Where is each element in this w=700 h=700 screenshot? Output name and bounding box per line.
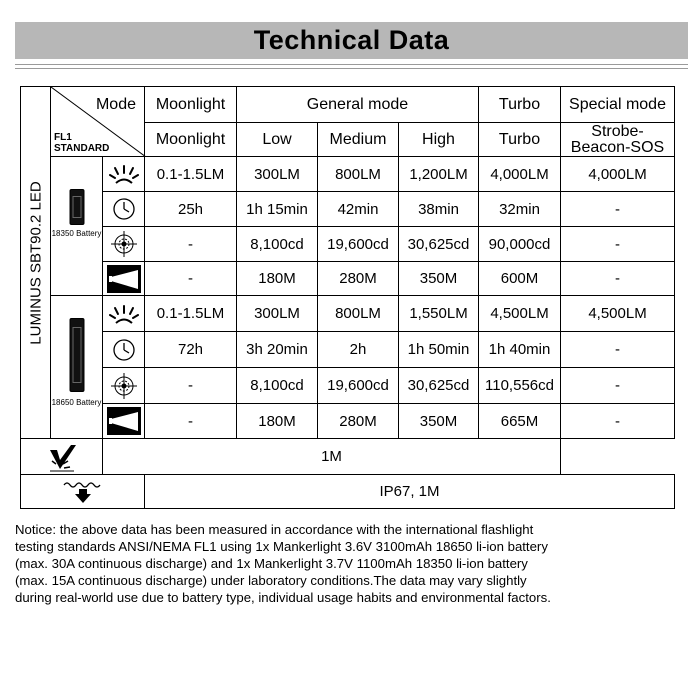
beam-distance-icon xyxy=(103,262,145,296)
cell-value: 1h 50min xyxy=(399,332,479,368)
brightness-icon xyxy=(103,296,145,332)
cell-value: 32min xyxy=(479,192,561,227)
cell-value: 280M xyxy=(318,262,399,296)
cell-value: 2h xyxy=(318,332,399,368)
header-general-mode: General mode xyxy=(237,87,479,123)
cell-value: 800LM xyxy=(318,296,399,332)
water-resistance-value: IP67, 1M xyxy=(145,475,675,509)
mode-label: Mode xyxy=(95,96,136,113)
cell-value: - xyxy=(145,368,237,404)
intensity-target-icon xyxy=(103,368,145,404)
cell-value: 300LM xyxy=(237,157,318,192)
cell-value: - xyxy=(561,332,675,368)
runtime-clock-icon xyxy=(103,192,145,227)
battery-18650-icon xyxy=(69,318,84,392)
beam-distance-icon xyxy=(103,404,145,439)
led-label-cell xyxy=(21,87,51,439)
standard-label: STANDARD xyxy=(54,143,110,154)
impact-resistance-row xyxy=(21,439,675,475)
brightness-icon xyxy=(103,157,145,192)
cell-value: - xyxy=(145,404,237,439)
header-row-groups xyxy=(21,87,675,123)
impact-resistance-value: 1M xyxy=(103,439,561,475)
notice-text xyxy=(15,521,690,606)
cell-value: 42min xyxy=(318,192,399,227)
mode-standard-corner-cell xyxy=(51,87,145,157)
impact-resistance-icon xyxy=(21,439,103,475)
cell-value: 350M xyxy=(399,404,479,439)
cell-value: 1,200LM xyxy=(399,157,479,192)
beacon-sos-label: Beacon-SOS xyxy=(570,138,665,156)
table-row xyxy=(21,157,675,192)
battery-18350-icon xyxy=(69,189,84,225)
battery-18350-cell xyxy=(51,157,103,296)
cell-value: 1h 40min xyxy=(479,332,561,368)
cell-value: 800LM xyxy=(318,157,399,192)
fl1-standard-label xyxy=(54,132,109,154)
notice-line: (max. 30A continuous discharge) and 1x Mankerlight 3.7V 1100mAh 18350 li-ion battery xyxy=(15,556,528,571)
fl1-label: FL1 xyxy=(54,132,72,143)
cell-value: - xyxy=(145,227,237,262)
strobe-label: Strobe- xyxy=(591,122,644,140)
cell-value: 180M xyxy=(237,262,318,296)
cell-value: - xyxy=(561,227,675,262)
battery-18650-label: 18650 Battery xyxy=(51,398,102,407)
header-turbo-group: Turbo xyxy=(479,87,561,123)
cell-value: - xyxy=(561,262,675,296)
cell-value: 19,600cd xyxy=(318,368,399,404)
notice-line: during real-world use due to battery type, individual usage habits and environmental factors. xyxy=(15,590,551,605)
runtime-clock-icon xyxy=(103,332,145,368)
battery-18650-cell xyxy=(51,296,103,439)
divider-bottom xyxy=(15,68,688,69)
header-low: Low xyxy=(237,123,318,157)
cell-value: 19,600cd xyxy=(318,227,399,262)
table-row xyxy=(21,192,675,227)
cell-value: 25h xyxy=(145,192,237,227)
cell-value: - xyxy=(561,404,675,439)
divider-top xyxy=(15,64,688,65)
notice-line: (max. 15A continuous discharge) under laboratory conditions.The data may vary slightly xyxy=(15,573,527,588)
cell-value: 600M xyxy=(479,262,561,296)
cell-value: 4,000LM xyxy=(561,157,675,192)
cell-value: 180M xyxy=(237,404,318,439)
cell-value: - xyxy=(561,368,675,404)
table-row xyxy=(21,262,675,296)
header-moonlight: Moonlight xyxy=(145,123,237,157)
cell-value: 8,100cd xyxy=(237,227,318,262)
cell-value: 110,556cd xyxy=(479,368,561,404)
cell-value: 4,500LM xyxy=(479,296,561,332)
table-row xyxy=(21,332,675,368)
table-row xyxy=(21,368,675,404)
header-moonlight-group: Moonlight xyxy=(145,87,237,123)
page-title: Technical Data xyxy=(253,25,450,55)
title-banner xyxy=(15,22,688,59)
cell-value: 30,625cd xyxy=(399,227,479,262)
cell-value: 280M xyxy=(318,404,399,439)
led-label: LUMINUS SBT90.2 LED xyxy=(27,180,44,345)
table-row xyxy=(21,296,675,332)
header-high: High xyxy=(399,123,479,157)
cell-value: 0.1-1.5LM xyxy=(145,296,237,332)
intensity-target-icon xyxy=(103,227,145,262)
cell-value: 4,000LM xyxy=(479,157,561,192)
notice-line: Notice: the above data has been measured in accordance with the international flashlight xyxy=(15,522,534,537)
table-row xyxy=(21,227,675,262)
cell-value: 350M xyxy=(399,262,479,296)
cell-value: 3h 20min xyxy=(237,332,318,368)
battery-18350-label: 18350 Battery xyxy=(51,229,102,238)
cell-value: 300LM xyxy=(237,296,318,332)
water-resistance-icon xyxy=(21,475,145,509)
cell-value: - xyxy=(561,192,675,227)
cell-value: 38min xyxy=(399,192,479,227)
header-strobe-beacon-sos xyxy=(561,123,675,157)
header-medium: Medium xyxy=(318,123,399,157)
notice-line: testing standards ANSI/NEMA FL1 using 1x Mankerlight 3.6V 3100mAh 18650 li-ion battery xyxy=(15,539,548,554)
technical-data-table xyxy=(20,86,675,509)
water-resistance-row xyxy=(21,475,675,509)
cell-value: 1h 15min xyxy=(237,192,318,227)
cell-value: 4,500LM xyxy=(561,296,675,332)
header-turbo: Turbo xyxy=(479,123,561,157)
cell-value: 665M xyxy=(479,404,561,439)
header-special-mode: Special mode xyxy=(561,87,675,123)
cell-value: 8,100cd xyxy=(237,368,318,404)
cell-value: 1,550LM xyxy=(399,296,479,332)
cell-value: 30,625cd xyxy=(399,368,479,404)
cell-value: 0.1-1.5LM xyxy=(145,157,237,192)
table-row xyxy=(21,404,675,439)
cell-value: - xyxy=(145,262,237,296)
cell-value: 72h xyxy=(145,332,237,368)
cell-value: 90,000cd xyxy=(479,227,561,262)
